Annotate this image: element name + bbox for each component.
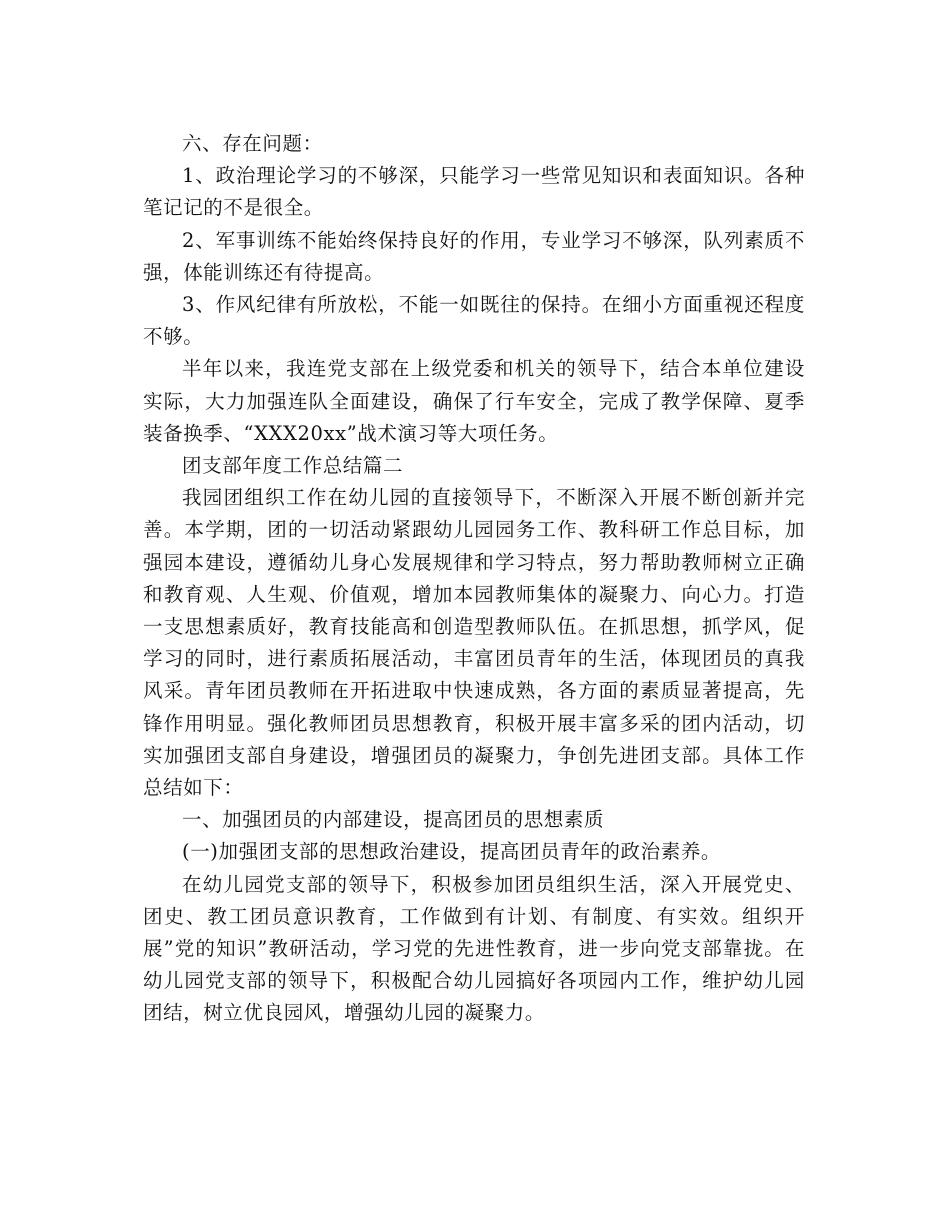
paragraph-half-year-summary: 半年以来，我连党支部在上级党委和机关的领导下，结合本单位建设实际，大力加强连队全面建设，确保了行车安全，完成了教学保障、夏季装备换季、“XXX20xx”战术演习等大项任务。 bbox=[143, 357, 805, 445]
paragraph-problem-3: 3、作风纪律有所放松，不能一如既往的保持。在细小方面重视还程度不够。 bbox=[143, 293, 805, 349]
paragraph-problem-2: 2、军事训练不能始终保持良好的作用，专业学习不够深，队列素质不强，体能训练还有待提高。 bbox=[143, 228, 805, 284]
paragraph-problem-1: 1、政治理论学习的不够深，只能学习一些常见知识和表面知识。各种笔记记的不是很全。 bbox=[143, 164, 805, 220]
paragraph-party-branch: 在幼儿园党支部的领导下，积极参加团员组织生活，深入开展党史、团史、教工团员意识教育，工作做到有计划、有制度、有实效。组织开展”党的知识”教研活动，学习党的先进性教育，进一步向党支部靠拢。在幼儿园党支部的领导下，积极配合幼儿园搞好各项园内工作，维护幼儿园团结，树立优良园风，增强幼儿园的凝聚力。 bbox=[143, 872, 805, 1025]
document-body bbox=[143, 128, 805, 1030]
subsection-heading-1-1: (一)加强团支部的思想政治建设，提高团员青年的政治素养。 bbox=[182, 840, 722, 864]
paragraph-intro: 我园团组织工作在幼儿园的直接领导下，不断深入开展不断创新并完善。本学期，团的一切活动紧跟幼儿园园务工作、教科研工作总目标，加强园本建设，遵循幼儿身心发展规律和学习特点，努力帮助教师树立正确和教育观、人生观、价值观，增加本园教师集体的凝聚力、向心力。打造一支思想素质好，教育技能高和创造型教师队伍。在抓思想，抓学风，促学习的同时，进行素质拓展活动，丰富团员青年的生活，体现团员的真我风采。青年团员教师在开拓进取中快速成熟，各方面的素质显著提高，先锋作用明显。强化教师团员思想教育，积极开展丰富多采的团内活动，切实加强团支部自身建设，增强团员的凝聚力，争创先进团支部。具体工作总结如下： bbox=[143, 486, 805, 800]
article-title: 团支部年度工作总结篇二 bbox=[182, 454, 404, 478]
section-heading-problems: 六、存在问题： bbox=[182, 132, 323, 155]
section-heading-1: 一、加强团员的内部建设，提高团员的思想素质 bbox=[182, 808, 605, 832]
